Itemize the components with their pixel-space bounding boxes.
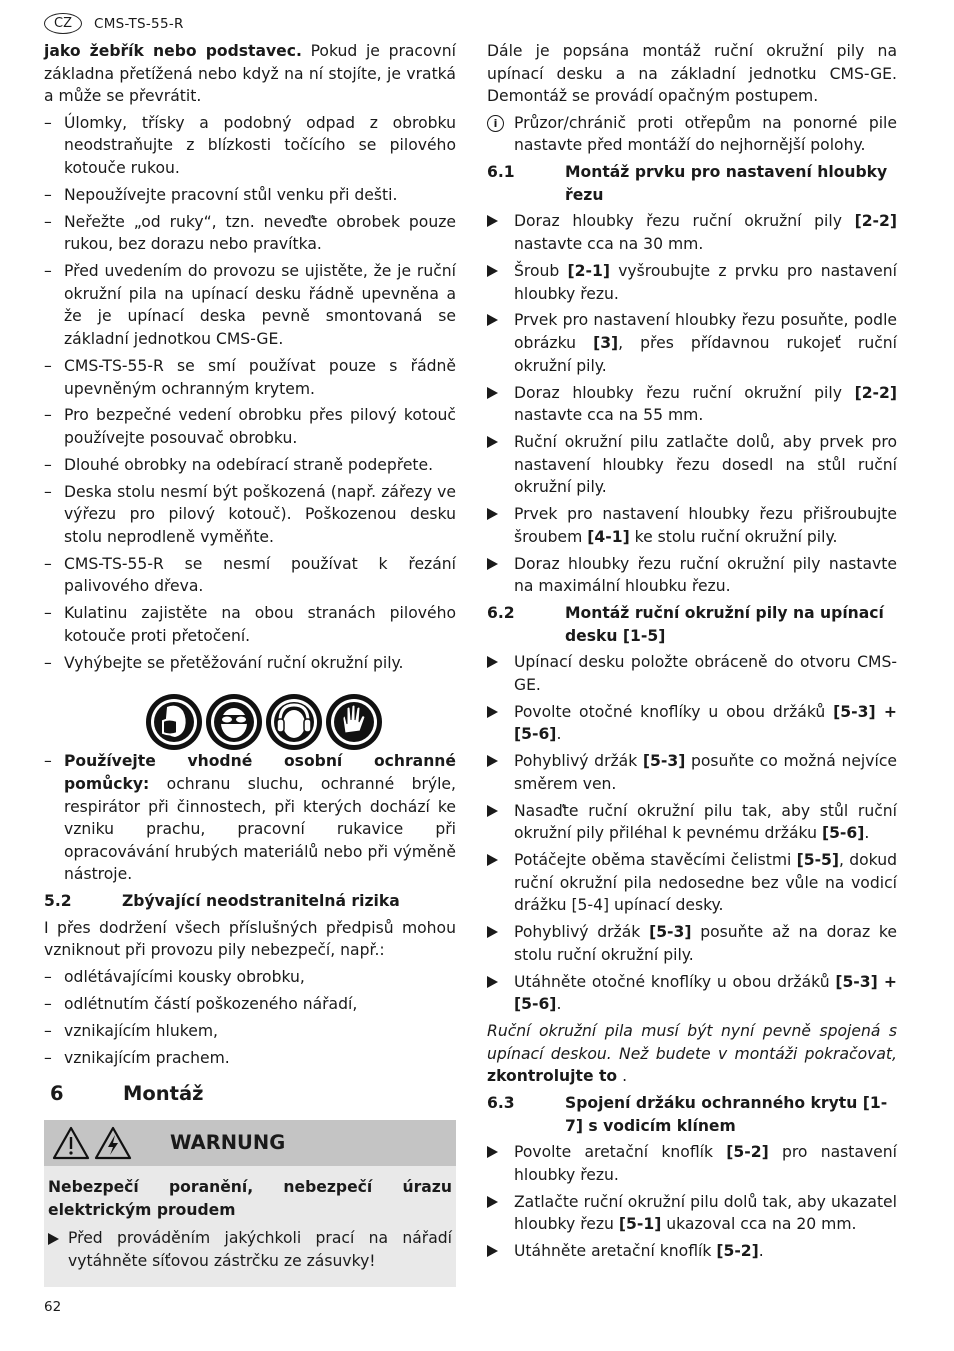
electric-hazard-icon (94, 1126, 132, 1160)
page-header (44, 13, 184, 34)
respirator-icon (146, 694, 202, 750)
language-badge: CZ (44, 13, 82, 34)
info-icon: i (487, 115, 504, 132)
intro-paragraph: jako žebřík nebo podstavec. Pokud je pracovní základna přetížená nebo když na ní stojíte, je vratká a může se převrátit. (44, 42, 456, 106)
page-number: 62 (44, 1299, 62, 1315)
step-item: Zatlačte ruční okružní pilu dolů tak, aby ukazatel hloubky řezu [5-1] ukazoval cca na 20 mm. (487, 1191, 897, 1236)
list-item: – Kulatinu zajistěte na obou stranách pilového kotouče proti přetočení. (44, 604, 456, 645)
ppe-list-item: – Používejte vhodné osobní ochranné pomůcky: ochranu sluchu, ochranné brýle, respirátor při činnostech, při kterých dochází ke vzniku prachu, pracovní rukavice při opracovávání hrubých materiálů nebo při výměně nástroje. (44, 752, 456, 884)
list-item: – vznikajícím hlukem, (44, 1021, 218, 1040)
warning-box (44, 1120, 456, 1287)
section-6-2-heading: 6.2 Montáž ruční okružní pily na upínací desku [1-5] (487, 604, 884, 645)
step-item: Potáčejte oběma stavěcími čelistmi [5-5], dokud ruční okružní pila nedosedne bez vůle na vodicí drážku [5-4] upínací desky. (487, 849, 897, 917)
list-item: – CMS-TS-55-R se nesmí používat k řezání palivového dřeva. (44, 554, 456, 596)
list-item: – Deska stolu nesmí být poškozená (např. zářezy ve výřezu pro pilový kotouč). Poškozenou desku stolu neprodleně vyměňte. (44, 482, 456, 546)
ppe-icons (72, 694, 456, 750)
warning-title: WARNUNG (170, 1130, 286, 1154)
step-item: Utáhněte aretační knoflík [5-2]. (487, 1240, 897, 1263)
section-6-heading: 6 Montáž (50, 1082, 204, 1106)
list-item: – Vyhýbejte se přetěžování ruční okružní pily. (44, 653, 404, 672)
section-6-2-note: Ruční okružní pila musí být nyní pevně spojená s upínací deskou. Než budete v montáži pokračovat, zkontrolujte to . (487, 1022, 897, 1086)
list-item: – Nepoužívejte pracovní stůl venku při dešti. (44, 185, 398, 204)
safety-bullet-list (44, 112, 456, 675)
step-item: Doraz hloubky řezu ruční okružní pily [2-2] nastavte cca na 55 mm. (487, 382, 897, 427)
step-item: Prvek pro nastavení hloubky řezu přišroubujte šroubem [4-1] ke stolu ruční okružní pily. (487, 503, 897, 548)
step-item: Doraz hloubky řezu ruční okružní pily [2-2] nastavte cca na 30 mm. (487, 210, 897, 255)
list-item: – Dlouhé obrobky na odebírací straně podepřete. (44, 455, 434, 474)
list-item: – Neřežte „od ruky“, tzn. neveďte obrobek pouze rukou, bez dorazu nebo pravítka. (44, 212, 456, 254)
section-6-3-heading: 6.3 Spojení držáku ochranného krytu [1-7] s vodicím klínem (487, 1093, 888, 1135)
right-column (487, 40, 897, 1267)
warning-header (44, 1120, 456, 1166)
list-item: – vznikajícím prachem. (44, 1048, 230, 1067)
step-item: Doraz hloubky řezu ruční okružní pily nastavte na maximální hloubku řezu. (487, 553, 897, 598)
step-item: Šroub [2-1] vyšroubujte z prvku pro nastavení hloubky řezu. (487, 260, 897, 305)
left-column (44, 40, 456, 1287)
list-item: – odlétávajícími kousky obrobku, (44, 968, 305, 987)
list-item: – CMS-TS-55-R se smí používat pouze s řádně upevněným ochranným krytem. (44, 356, 456, 398)
assembly-intro: Dále je popsána montáž ruční okružní pily na upínací desku a na základní jednotku CMS-GE. Demontáž se provádí opačným postupem. (487, 42, 897, 106)
section-6-2-steps (487, 651, 897, 1016)
step-item: Povolte otočné knoflíky u obou držáků [5-3] + [5-6]. (487, 701, 897, 746)
section-5-2-text: I přes dodržení všech příslušných předpisů mohou vzniknout při provozu pily nebezpečí, např.: (44, 918, 456, 960)
step-item: Povolte aretační knoflík [5-2] pro nastavení hloubky řezu. (487, 1141, 897, 1186)
list-item: – Před uvedením do provozu se ujistěte, že je ruční okružní pila na upínací desku řádně upevněna a že je upínací deska pevně smontovaná se základní jednotkou CMS-GE. (44, 262, 456, 349)
warning-heading: Nebezpečí poranění, nebezpečí úrazu elektrickým proudem (48, 1177, 452, 1219)
list-item: – odlétnutím částí poškozeného nářadí, (44, 994, 358, 1013)
warning-step: Před prováděním jakýchkoli prací na nářadí vytáhněte síťovou zástrčku ze zásuvky! (48, 1227, 452, 1272)
gloves-icon (326, 694, 382, 750)
goggles-icon (206, 694, 262, 750)
section-6-1-steps (487, 210, 897, 597)
step-item: Nasaďte ruční okružní pilu tak, aby stůl ruční okružní pily přiléhal k pevnému držáku [5-6]. (487, 800, 897, 845)
step-item: Utáhněte otočné knoflíky u obou držáků [5-3] + [5-6]. (487, 971, 897, 1016)
list-item: – Úlomky, třísky a podobný odpad z obrobku neodstraňujte z blízkosti točícího se pilového kotouče rukou. (44, 113, 456, 177)
ear-protection-icon (266, 694, 322, 750)
warning-triangle-icon (52, 1126, 90, 1160)
section-5-2-heading: 5.2 Zbývající neodstranitelná rizika (44, 892, 400, 911)
step-item: Upínací desku položte obráceně do otvoru CMS-GE. (487, 651, 897, 696)
list-item: – Pro bezpečné vedení obrobku přes pilový kotouč používejte posouvač obrobku. (44, 406, 456, 447)
step-item: Pohyblivý držák [5-3] posuňte co možná nejvíce směrem ven. (487, 750, 897, 795)
step-item: Ruční okružní pilu zatlačte dolů, aby prvek pro nastavení hloubky řezu dosedl na stůl ruční okružní pily. (487, 431, 897, 499)
section-6-3-steps (487, 1141, 897, 1263)
step-item: Pohyblivý držák [5-3] posuňte až na doraz ke stolu ruční okružní pily. (487, 921, 897, 966)
model-name: CMS-TS-55-R (94, 15, 184, 32)
warning-body (44, 1166, 456, 1287)
section-6-1-heading: 6.1 Montáž prvku pro nastavení hloubky řezu (487, 163, 888, 204)
step-item: Prvek pro nastavení hloubky řezu posuňte, podle obrázku [3], přes přídavnou rukojeť ruční okružní pily. (487, 309, 897, 377)
info-note: i Průzor/chránič proti otřepům na ponorné pile nastavte před montáží do nejhornější polohy. (487, 112, 897, 157)
